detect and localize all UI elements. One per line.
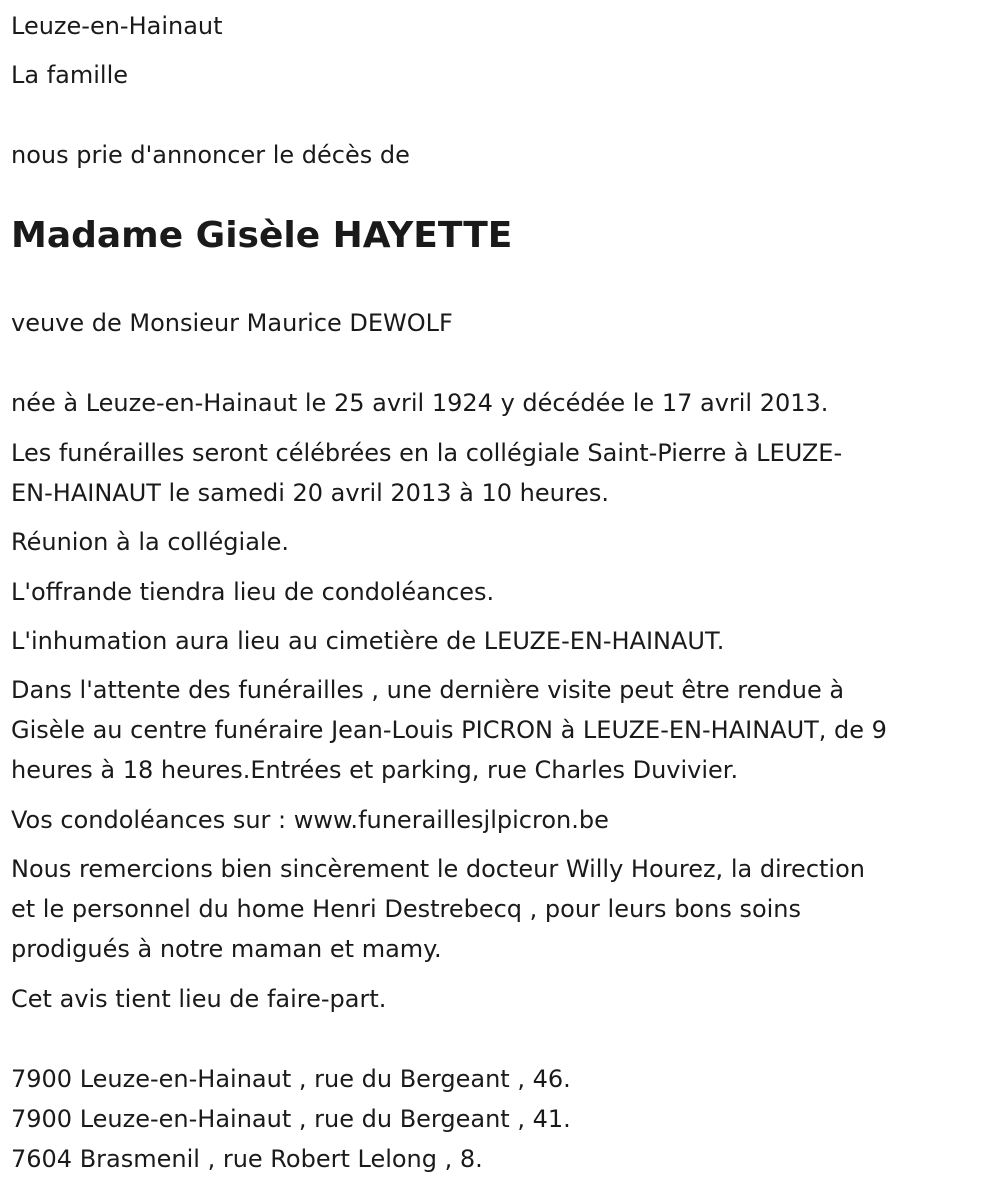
city-heading: Leuze-en-Hainaut	[11, 12, 223, 40]
family-line: La famille	[11, 61, 129, 89]
thanks-line: prodigués à notre maman et mamy.	[11, 935, 442, 963]
burial-line: L'inhumation aura lieu au cimetière de LEUZE-EN-HAINAUT.	[11, 627, 725, 655]
visit-line: heures à 18 heures.Entrées et parking, rue Charles Duvivier.	[11, 756, 739, 784]
address-line: 7604 Brasmenil , rue Robert Lelong , 8.	[11, 1145, 483, 1173]
funeral-line: Les funérailles seront célébrées en la collégiale Saint-Pierre à LEUZE-	[11, 439, 843, 467]
visit-line: Dans l'attente des funérailles , une dernière visite peut être rendue à	[11, 676, 845, 704]
intro-line: nous prie d'annoncer le décès de	[11, 141, 410, 169]
thanks-line: Nous remercions bien sincèrement le docteur Willy Hourez, la direction	[11, 855, 865, 883]
funeral-line: EN-HAINAUT le samedi 20 avril 2013 à 10 heures.	[11, 479, 610, 507]
address-line: 7900 Leuze-en-Hainaut , rue du Bergeant , 41.	[11, 1105, 571, 1133]
announcement-line: Cet avis tient lieu de faire-part.	[11, 985, 387, 1013]
address-line: 7900 Leuze-en-Hainaut , rue du Bergeant , 46.	[11, 1065, 571, 1093]
meeting-line: Réunion à la collégiale.	[11, 528, 289, 556]
birth-death-line: née à Leuze-en-Hainaut le 25 avril 1924 y décédée le 17 avril 2013.	[11, 389, 829, 417]
deceased-name: Madame Gisèle HAYETTE	[11, 215, 513, 256]
thanks-line: et le personnel du home Henri Destrebecq , pour leurs bons soins	[11, 895, 802, 923]
condolences-line: Vos condoléances sur : www.funeraillesjlpicron.be	[11, 806, 609, 834]
offering-line: L'offrande tiendra lieu de condoléances.	[11, 578, 495, 606]
visit-line: Gisèle au centre funéraire Jean-Louis PICRON à LEUZE-EN-HAINAUT, de 9	[11, 716, 887, 744]
spouse-line: veuve de Monsieur Maurice DEWOLF	[11, 309, 453, 337]
